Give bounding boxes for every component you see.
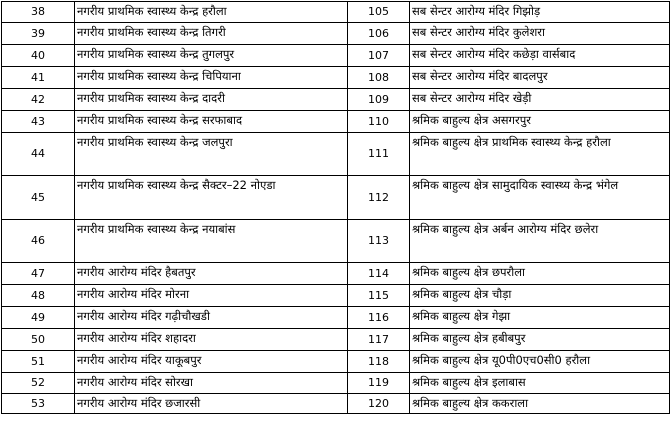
table-row	[2, 111, 670, 133]
right-facility-name: सब सेन्टर आरोग्य मंदिर कछेड़ा वार्सबाद	[410, 45, 670, 67]
right-facility-name: श्रमिक बाहुल्य क्षेत्र असगरपुर	[410, 111, 670, 133]
left-facility-name: नगरीय आरोग्य मंदिर गढ़ीचौखडी	[75, 307, 348, 329]
left-facility-name: नगरीय प्राथमिक स्वास्थ्य केन्द्र सरफाबाद	[75, 111, 348, 133]
right-facility-name: श्रमिक बाहुल्य क्षेत्र ककराला	[410, 394, 670, 414]
right-serial: 106	[348, 23, 410, 45]
left-serial: 43	[2, 111, 75, 133]
table-body	[2, 2, 670, 414]
right-serial: 107	[348, 45, 410, 67]
left-facility-name: नगरीय आरोग्य मंदिर मोरना	[75, 285, 348, 307]
table-row	[2, 220, 670, 263]
table-row	[2, 176, 670, 220]
table-row	[2, 23, 670, 45]
left-serial: 47	[2, 263, 75, 285]
table-row	[2, 2, 670, 23]
right-serial: 109	[348, 89, 410, 111]
right-facility-name: श्रमिक बाहुल्य क्षेत्र अर्बन आरोग्य मंदिर छलेरा	[410, 220, 670, 263]
left-serial: 53	[2, 394, 75, 414]
table-row	[2, 373, 670, 394]
left-serial: 48	[2, 285, 75, 307]
right-facility-name: श्रमिक बाहुल्य क्षेत्र चौड़ा	[410, 285, 670, 307]
right-facility-name: श्रमिक बाहुल्य क्षेत्र सामुदायिक स्वास्थ्य केन्द्र भंगेल	[410, 176, 670, 220]
left-serial: 46	[2, 220, 75, 263]
left-facility-name: नगरीय आरोग्य मंदिर याकूबपुर	[75, 351, 348, 373]
left-facility-name: नगरीय प्राथमिक स्वास्थ्य केन्द्र तिगरी	[75, 23, 348, 45]
right-serial: 120	[348, 394, 410, 414]
left-facility-name: नगरीय प्राथमिक स्वास्थ्य केन्द्र तुगलपुर	[75, 45, 348, 67]
left-serial: 38	[2, 2, 75, 23]
right-serial: 111	[348, 133, 410, 176]
table-row	[2, 263, 670, 285]
table-row	[2, 285, 670, 307]
left-facility-name: नगरीय प्राथमिक स्वास्थ्य केन्द्र जलपुरा	[75, 133, 348, 176]
right-serial: 112	[348, 176, 410, 220]
table-row	[2, 45, 670, 67]
table-row	[2, 89, 670, 111]
right-facility-name: सब सेन्टर आरोग्य मंदिर गिझोड़	[410, 2, 670, 23]
table-row	[2, 394, 670, 414]
table-row	[2, 351, 670, 373]
left-serial: 39	[2, 23, 75, 45]
right-facility-name: श्रमिक बाहुल्य क्षेत्र प्राथमिक स्वास्थ्य केन्द्र हरौला	[410, 133, 670, 176]
right-serial: 108	[348, 67, 410, 89]
left-serial: 44	[2, 133, 75, 176]
right-serial: 113	[348, 220, 410, 263]
table-row	[2, 329, 670, 351]
left-serial: 52	[2, 373, 75, 394]
right-serial: 105	[348, 2, 410, 23]
left-serial: 41	[2, 67, 75, 89]
left-serial: 51	[2, 351, 75, 373]
right-facility-name: श्रमिक बाहुल्य क्षेत्र छपरौला	[410, 263, 670, 285]
left-facility-name: नगरीय प्राथमिक स्वास्थ्य केन्द्र हरौला	[75, 2, 348, 23]
left-facility-name: नगरीय आरोग्य मंदिर सोरखा	[75, 373, 348, 394]
left-serial: 42	[2, 89, 75, 111]
right-serial: 110	[348, 111, 410, 133]
left-serial: 40	[2, 45, 75, 67]
left-serial: 50	[2, 329, 75, 351]
table-row	[2, 133, 670, 176]
right-serial: 116	[348, 307, 410, 329]
left-facility-name: नगरीय प्राथमिक स्वास्थ्य केन्द्र दादरी	[75, 89, 348, 111]
right-facility-name: सब सेन्टर आरोग्य मंदिर खेड़ी	[410, 89, 670, 111]
left-facility-name: नगरीय आरोग्य मंदिर छजारसी	[75, 394, 348, 414]
right-serial: 117	[348, 329, 410, 351]
table-row	[2, 67, 670, 89]
right-serial: 115	[348, 285, 410, 307]
right-facility-name: सब सेन्टर आरोग्य मंदिर बादलपुर	[410, 67, 670, 89]
left-facility-name: नगरीय प्राथमिक स्वास्थ्य केन्द्र नयाबांस	[75, 220, 348, 263]
table-row	[2, 307, 670, 329]
left-serial: 45	[2, 176, 75, 220]
left-facility-name: नगरीय आरोग्य मंदिर हैबतपुर	[75, 263, 348, 285]
right-facility-name: सब सेन्टर आरोग्य मंदिर कुलेशरा	[410, 23, 670, 45]
right-facility-name: श्रमिक बाहुल्य क्षेत्र गेझा	[410, 307, 670, 329]
left-facility-name: नगरीय प्राथमिक स्वास्थ्य केन्द्र चिपियाना	[75, 67, 348, 89]
right-facility-name: श्रमिक बाहुल्य क्षेत्र हबीबपुर	[410, 329, 670, 351]
facility-list-table	[1, 1, 670, 414]
right-serial: 119	[348, 373, 410, 394]
right-facility-name: श्रमिक बाहुल्य क्षेत्र इलाबास	[410, 373, 670, 394]
left-serial: 49	[2, 307, 75, 329]
right-serial: 118	[348, 351, 410, 373]
right-facility-name: श्रमिक बाहुल्य क्षेत्र यू0पी0एच0सी0 हरौला	[410, 351, 670, 373]
left-facility-name: नगरीय आरोग्य मंदिर शहादरा	[75, 329, 348, 351]
right-serial: 114	[348, 263, 410, 285]
left-facility-name: नगरीय प्राथमिक स्वास्थ्य केन्द्र सैक्टर–22 नोएडा	[75, 176, 348, 220]
